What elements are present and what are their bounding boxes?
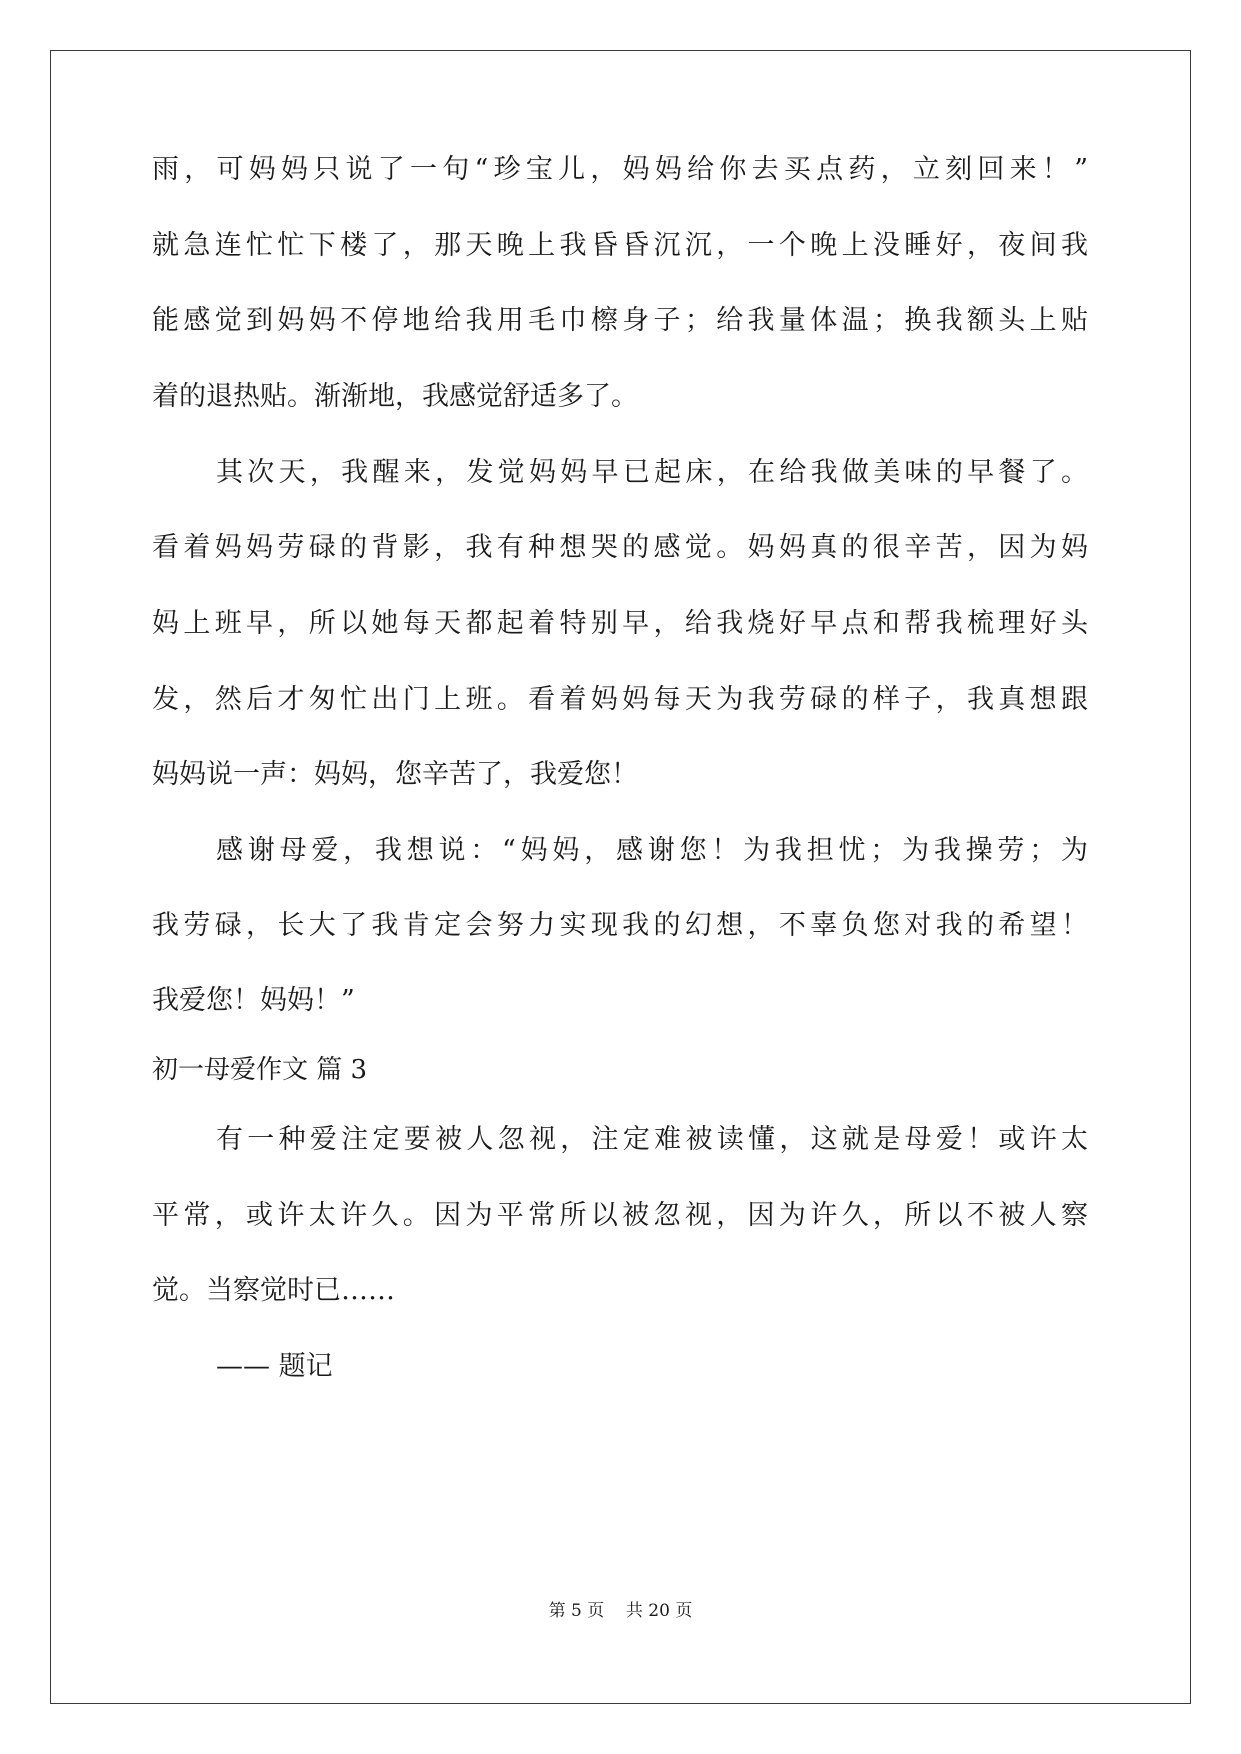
paragraph-line: 我劳碌，长大了我肯定会努力实现我的幻想，不辜负您对我的希望！ [152,910,1088,941]
paragraph-line: 着的退热贴。渐渐地，我感觉舒适多了。 [152,381,638,412]
paragraph-line: 有一种爱注定要被人忽视，注定难被读懂，这就是母爱！或许太 [216,1124,1088,1155]
paragraph-line: 发，然后才匆忙出门上班。看着妈妈每天为我劳碌的样子，我真想跟 [152,684,1088,715]
paragraph-line: 平常，或许太许久。因为平常所以被忽视，因为许久，所以不被人察 [152,1200,1088,1231]
paragraph-line: 妈上班早，所以她每天都起着特别早，给我烧好早点和帮我梳理好头 [152,608,1088,639]
epigraph-signature: —— 题记 [216,1351,333,1382]
paragraph-line: 觉。当察觉时已…… [152,1275,395,1306]
paragraph-line: 感谢母爱，我想说：“妈妈，感谢您！为我担忧；为我操劳；为 [216,835,1088,866]
paragraph-line: 妈妈说一声：妈妈，您辛苦了，我爱您！ [152,759,638,790]
page-number-label: 第 5 页 共 20 页 [548,1601,693,1621]
paragraph-line: 能感觉到妈妈不停地给我用毛巾檫身子；给我量体温；换我额头上贴 [152,305,1088,336]
paragraph-line: 我爱您！妈妈！” [152,985,355,1016]
paragraph-line: 雨，可妈妈只说了一句“珍宝儿，妈妈给你去买点药，立刻回来！” [152,154,1088,185]
section-heading: 初一母爱作文 篇 3 [152,1055,368,1085]
page-number-footer [0,1596,1241,1621]
paragraph-line: 就急连忙忙下楼了，那天晚上我昏昏沉沉，一个晚上没睡好，夜间我 [152,230,1088,261]
paragraph-line: 看着妈妈劳碌的背影，我有种想哭的感觉。妈妈真的很辛苦，因为妈 [152,532,1088,563]
paragraph-line: 其次天，我醒来，发觉妈妈早已起床，在给我做美味的早餐了。 [216,457,1088,488]
